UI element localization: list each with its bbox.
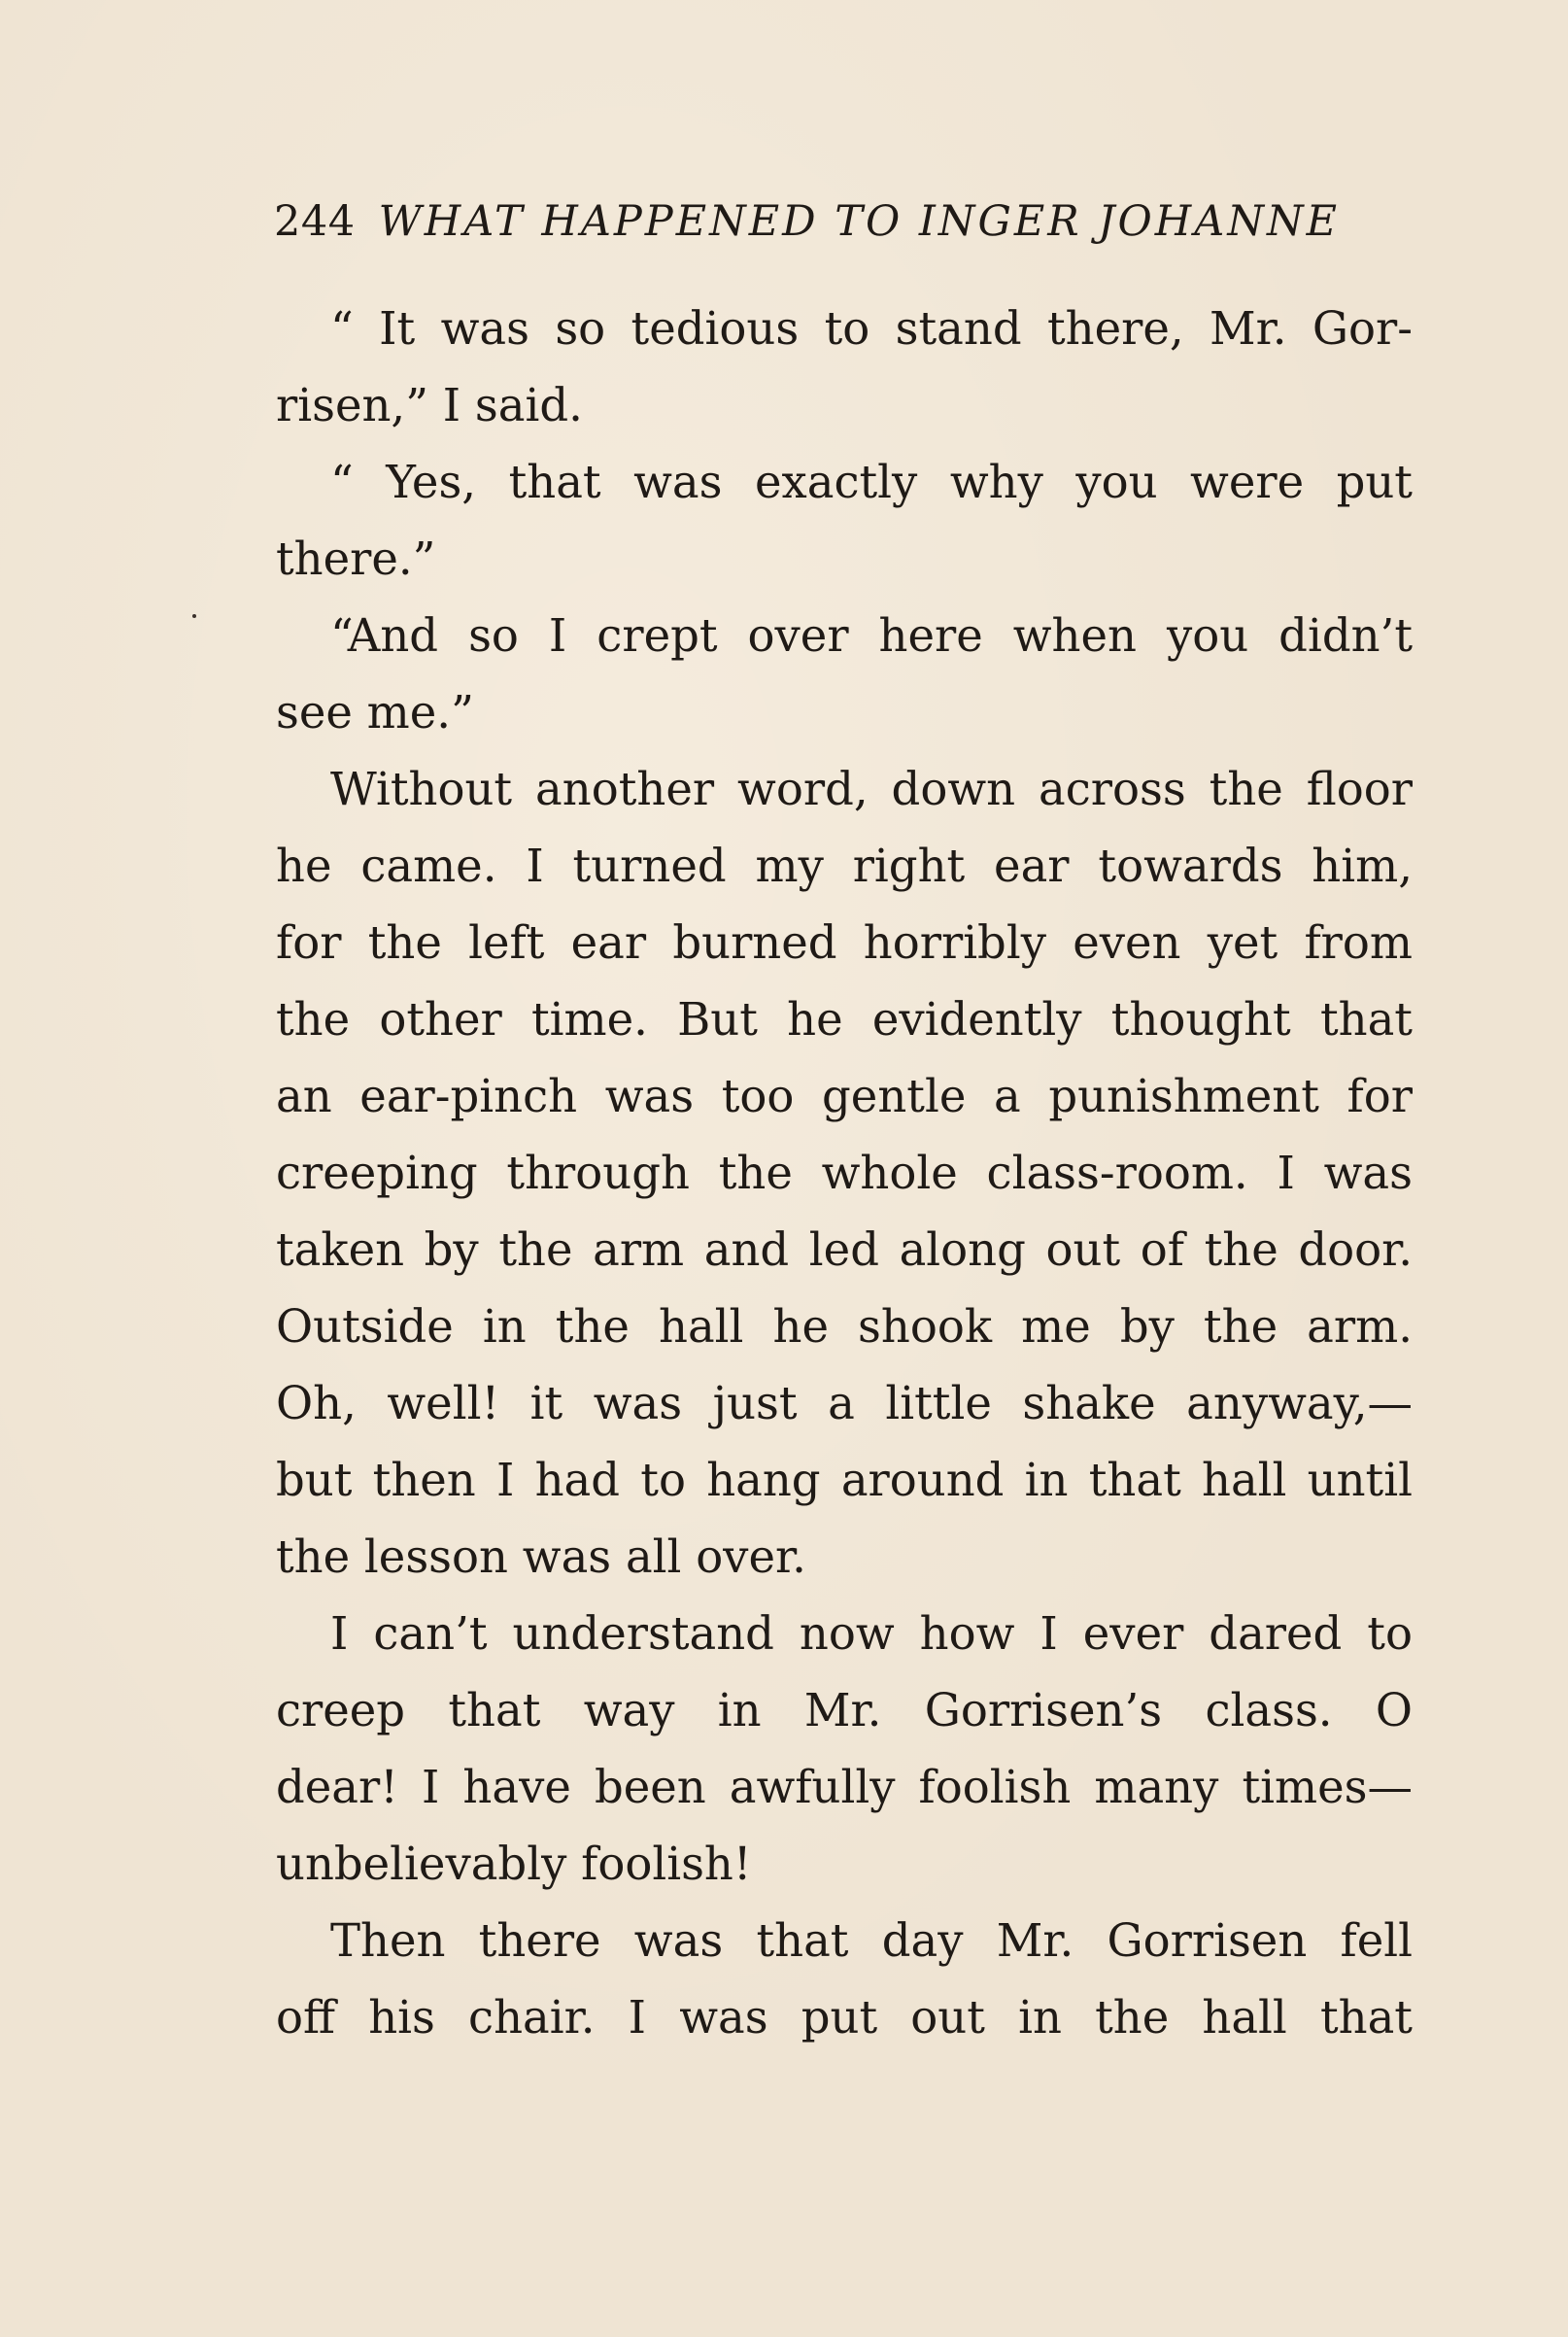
text-line: “And so I crept over here when you didn’t bbox=[330, 609, 1413, 662]
text-line: dear! I have been awfully foolish many times— bbox=[276, 1761, 1413, 1813]
text-line: but then I had to hang around in that hall until bbox=[276, 1454, 1413, 1506]
text-line: see me.” bbox=[276, 686, 474, 739]
text-line: the lesson was all over. bbox=[276, 1530, 806, 1583]
text-line: risen,” I said. bbox=[276, 379, 583, 431]
page-number: 244 bbox=[274, 197, 356, 246]
text-line: off his chair. I was put out in the hall that bbox=[276, 1991, 1413, 2044]
stray-ink-mark bbox=[192, 614, 196, 618]
running-head bbox=[274, 192, 1401, 251]
text-line: “ Yes, that was exactly why you were put bbox=[330, 456, 1413, 508]
text-line: Then there was that day Mr. Gorrisen fell bbox=[330, 1914, 1413, 1967]
text-line: Outside in the hall he shook me by the arm. bbox=[276, 1300, 1413, 1353]
text-line: creep that way in Mr. Gorrisen’s class. O bbox=[276, 1684, 1413, 1736]
text-line: creeping through the whole class-room. I was bbox=[276, 1147, 1413, 1199]
body-text bbox=[276, 291, 1413, 2056]
text-line: taken by the arm and led along out of the door. bbox=[276, 1223, 1413, 1276]
text-line: Oh, well! it was just a little shake anyway,— bbox=[276, 1377, 1413, 1429]
text-line: Without another word, down across the floor bbox=[330, 763, 1413, 815]
text-line: the other time. But he evidently thought that bbox=[276, 993, 1413, 1046]
text-line: “ It was so tedious to stand there, Mr. Gor- bbox=[330, 302, 1413, 355]
book-title: WHAT HAPPENED TO INGER JOHANNE bbox=[378, 197, 1340, 246]
text-line: for the left ear burned horribly even yet from bbox=[276, 916, 1413, 969]
text-line: unbelievably foolish! bbox=[276, 1838, 752, 1890]
text-line: he came. I turned my right ear towards him, bbox=[276, 840, 1413, 892]
text-line: an ear-pinch was too gentle a punishment for bbox=[276, 1070, 1413, 1122]
text-line: I can’t understand now how I ever dared to bbox=[330, 1607, 1413, 1660]
text-line: there.” bbox=[276, 533, 436, 585]
